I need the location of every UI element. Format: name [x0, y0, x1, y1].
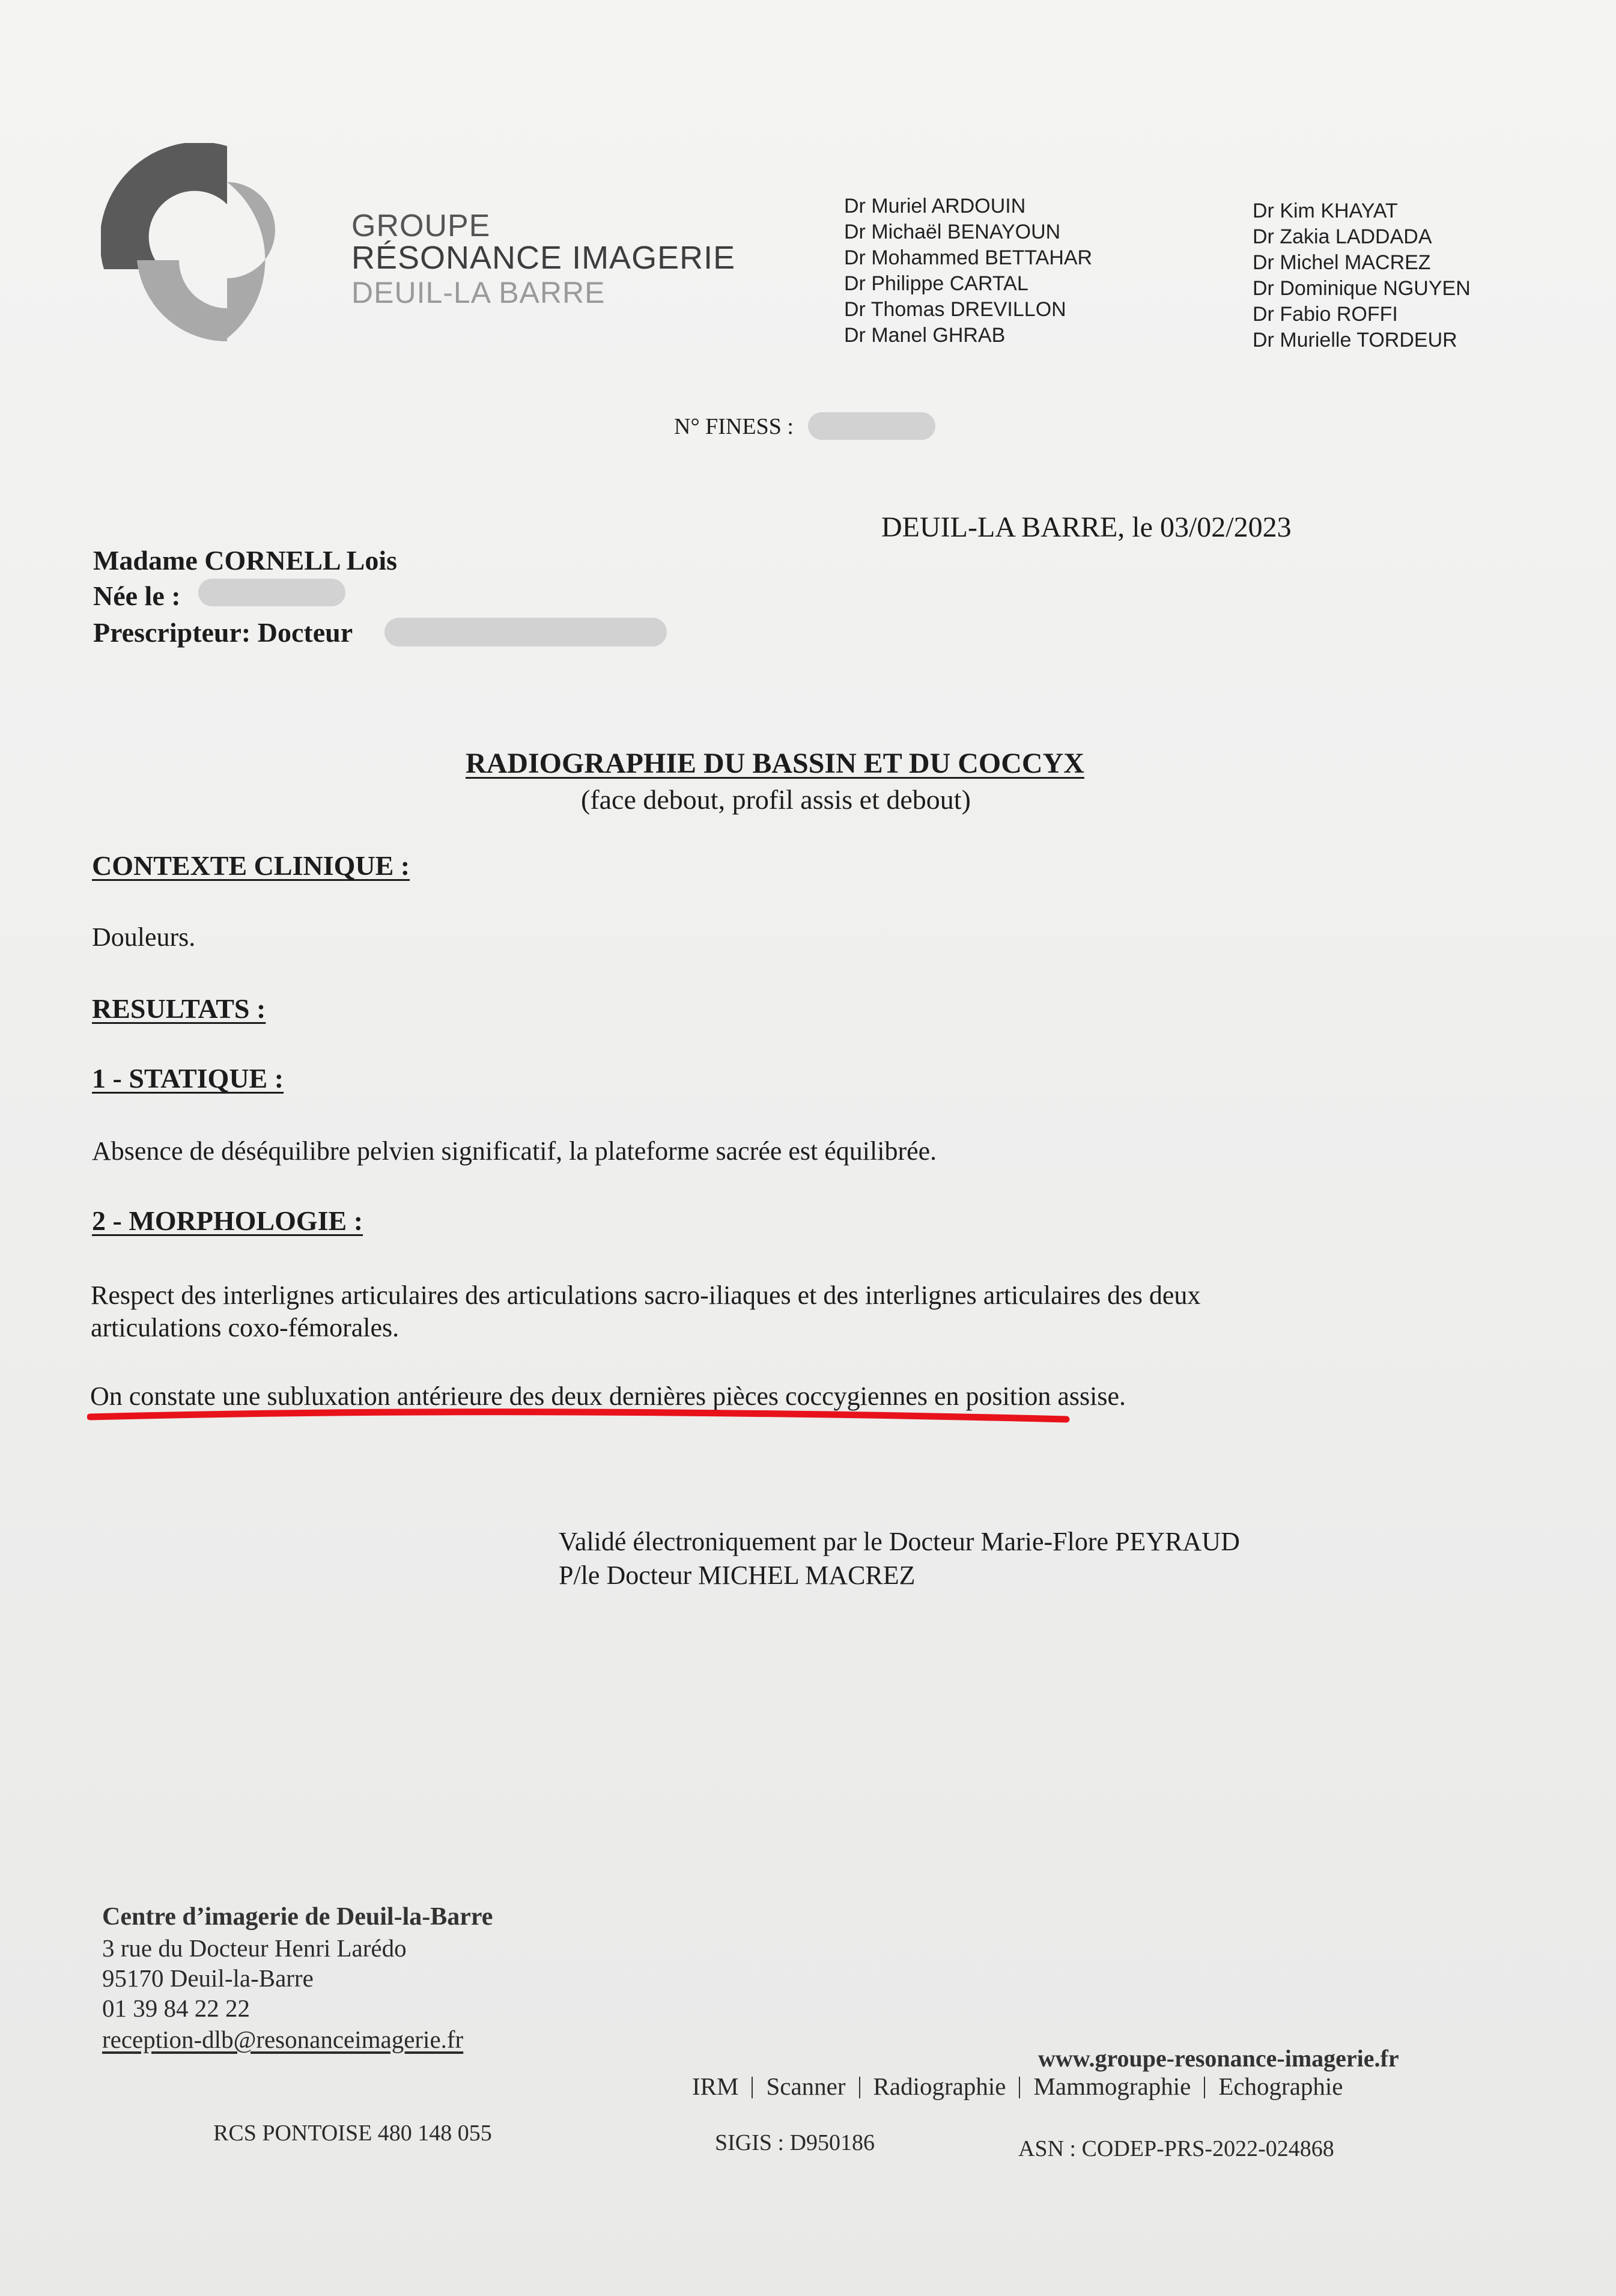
birth-date-label: Née le :: [93, 580, 181, 611]
doctor-name: Dr Fabio ROFFI: [1253, 303, 1398, 326]
footer-email-link[interactable]: reception-dlb@resonanceimagerie.fr: [102, 2026, 464, 2053]
validation-line1: Validé électroniquement par le Docteur Marie-Flore PEYRAUD: [559, 1527, 1240, 1556]
doctor-name: Dr Kim KHAYAT: [1253, 199, 1398, 222]
footer-asn: ASN : CODEP-PRS-2022-024868: [1018, 2136, 1334, 2161]
redacted-finess: [808, 412, 935, 440]
finess-label: N° FINESS :: [674, 414, 794, 439]
report-subtitle: (face debout, profil assis et debout): [581, 784, 971, 815]
finding-highlighted: On constate une subluxation antérieure des deux dernières pièces coccygiennes: [90, 1381, 928, 1411]
service-radiographie: Radiographie: [873, 2072, 1006, 2100]
doctors-list-right: [1253, 198, 1471, 353]
doctors-list-left: [844, 193, 1092, 349]
logo-line-deuil: DEUIL-LA BARRE: [351, 276, 606, 309]
doctor-name: Dr Muriel ARDOUIN: [844, 195, 1026, 218]
context-heading: CONTEXTE CLINIQUE :: [92, 850, 410, 881]
footer-phone: 01 39 84 22 22: [102, 1994, 250, 2022]
separator: [859, 2077, 860, 2098]
service-echographie: Echographie: [1218, 2072, 1343, 2100]
morphology-text-line2: articulations coxo-fémorales.: [91, 1313, 399, 1342]
service-irm: IRM: [692, 2072, 739, 2100]
prescriber-label: Prescripteur: Docteur: [93, 617, 353, 648]
doctor-name: Dr Thomas DREVILLON: [844, 298, 1066, 321]
logo-line-groupe: GROUPE: [351, 209, 491, 243]
service-scanner: Scanner: [766, 2072, 846, 2100]
morphology-text-line1: Respect des interlignes articulaires des articulations sacro-iliaques et des interlignes articulaires des deux: [91, 1280, 1201, 1310]
red-underline-mark: [87, 1406, 1072, 1430]
footer-services: [692, 2072, 1343, 2101]
footer-center-name: Centre d’imagerie de Deuil-la-Barre: [102, 1903, 493, 1931]
footer-address-line1: 3 rue du Docteur Henri Larédo: [102, 1934, 407, 1962]
doctor-name: Dr Michel MACREZ: [1253, 251, 1431, 274]
doctor-name: Dr Murielle TORDEUR: [1253, 329, 1457, 352]
separator: [752, 2077, 753, 2098]
validation-line2: P/le Docteur MICHEL MACREZ: [559, 1561, 916, 1590]
footer-rcs: RCS PONTOISE 480 148 055: [213, 2121, 492, 2146]
logo-line-resonance: RÉSONANCE IMAGERIE: [351, 240, 736, 276]
static-text: Absence de déséquilibre pelvien significatif, la plateforme sacrée est équilibrée.: [92, 1136, 937, 1166]
report-title: RADIOGRAPHIE DU BASSIN ET DU COCCYX: [466, 748, 1084, 779]
footer-address-line2: 95170 Deuil-la-Barre: [102, 1964, 314, 1992]
service-mammographie: Mammographie: [1033, 2072, 1191, 2100]
doctor-name: Dr Philippe CARTAL: [844, 272, 1028, 295]
place-date: DEUIL-LA BARRE, le 03/02/2023: [881, 511, 1292, 543]
doctor-name: Dr Dominique NGUYEN: [1253, 277, 1471, 300]
context-text: Douleurs.: [92, 922, 196, 952]
footer-website-link[interactable]: www.groupe-resonance-imagerie.fr: [1038, 2045, 1399, 2072]
patient-name: Madame CORNELL Lois: [93, 545, 398, 576]
separator: [1204, 2077, 1205, 2098]
doctor-name: Dr Zakia LADDADA: [1253, 225, 1432, 248]
morphology-heading: 2 - MORPHOLOGIE :: [92, 1205, 363, 1236]
doctor-name: Dr Mohammed BETTAHAR: [844, 246, 1093, 269]
results-heading: RESULTATS :: [92, 993, 266, 1024]
resonance-logo-icon: [101, 143, 299, 353]
finding-rest: en position assise.: [928, 1381, 1126, 1411]
redacted-prescriber: [384, 618, 667, 647]
footer-sigis: SIGIS : D950186: [715, 2130, 875, 2155]
separator: [1019, 2077, 1020, 2098]
redacted-birth-date: [198, 579, 345, 606]
static-heading: 1 - STATIQUE :: [92, 1063, 284, 1094]
doctor-name: Dr Manel GHRAB: [844, 324, 1006, 347]
doctor-name: Dr Michaël BENAYOUN: [844, 221, 1061, 243]
